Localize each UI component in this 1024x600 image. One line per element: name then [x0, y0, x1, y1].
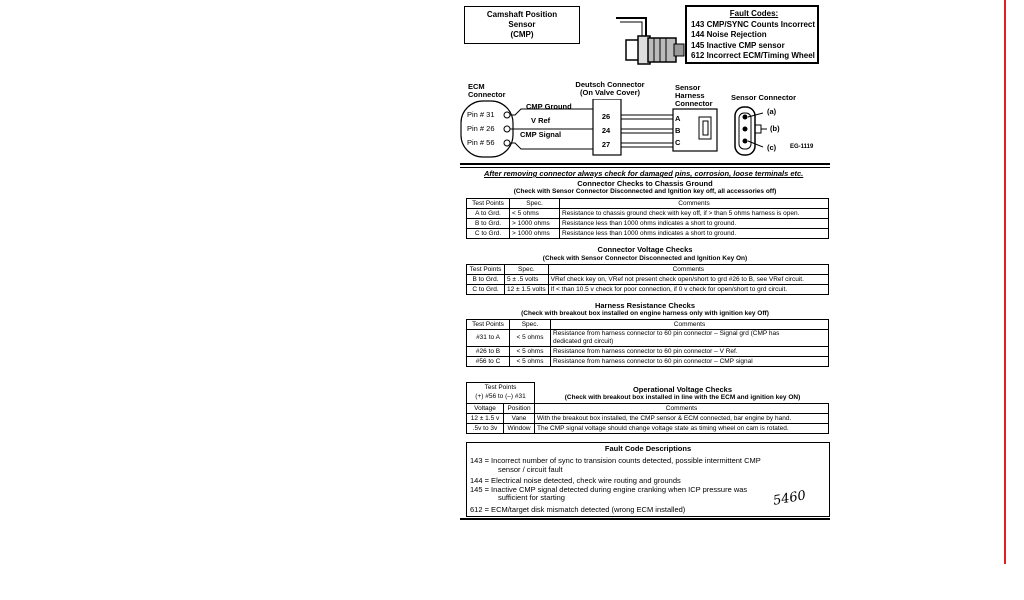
wiring-diagram: [459, 99, 839, 161]
sensor-pin-label: (c): [767, 143, 777, 152]
chassis-table: Test Points Spec. Comments A to Grd. < 5 ohms Resistance to chassis ground check with key off, if > than 5 ohms harness is open. B to Grd. > 1000 ohms Resistance less than 1000 ohms indicates a short to ground. C to Grd. > 1000 ohms Resistance less than 1000 ohms indicates a short to ground.: [466, 198, 829, 239]
list-item: 612 = ECM/target disk mismatch detected (wrong ECM installed): [470, 504, 686, 514]
ecm-pin: Pin # 31: [467, 110, 495, 119]
list-item: 145 = Inactive CMP signal detected during engine cranking when ICP pressure was: [470, 484, 748, 494]
descriptions-title: Fault Code Descriptions: [604, 444, 692, 453]
table-row: 12 ± 1.5 v Vane With the breakout box installed, the CMP sensor & ECM connected, bar engine by hand.: [467, 414, 829, 424]
voltage-title: Connector Voltage Checks: [597, 245, 693, 254]
figure-ref: EG-1119: [790, 144, 814, 150]
harness-title: Harness Resistance Checks: [594, 301, 696, 310]
sensor-title-box: [464, 6, 580, 44]
table-row: C to Grd. 12 ± 1.5 volts If < than 10.5 v check for poor connection, if 0 v check for open/short to grd circuit.: [467, 285, 829, 295]
list-item: 143 = Incorrect number of sync to transision counts detected, possible intermittent CMP: [470, 456, 761, 465]
chassis-subtitle: (Check with Sensor Connector Disconnected and Ignition key off, all accessories off): [513, 188, 777, 195]
page-mark: 5460: [771, 488, 808, 509]
table-row: #26 to B < 5 ohms Resistance from harness connector to 60 pin connector – V Ref.: [467, 347, 829, 357]
fault-codes-box: [685, 5, 819, 64]
sensor-pin-label: (a): [767, 107, 777, 116]
voltage-subtitle: (Check with Sensor Connector Disconnected and Ignition Key On): [542, 255, 748, 262]
fault-code-item: 145 Inactive CMP sensor: [691, 40, 785, 50]
sensor-title-line3: (CMP): [510, 30, 534, 39]
table-row: B to Grd. 5 ± .5 volts VRef check key on, VRef not present check open/short to grd #26 to B, see VRef circuit.: [467, 275, 829, 285]
fault-codes-header: Fault Codes:: [729, 9, 779, 18]
chassis-title: Connector Checks to Chassis Ground: [577, 179, 713, 188]
sensor-title-line2: Sensor: [508, 20, 536, 29]
table-row: .5v to 3v Window The CMP signal voltage should change voltage state as timing wheel on cam is rotated.: [467, 424, 829, 434]
ecm-pin-list: [467, 108, 495, 150]
harness-connector-label: Sensor Harness Connector: [675, 83, 713, 108]
voltage-table: Test Points Spec. Comments B to Grd. 5 ± .5 volts VRef check key on, VRef not present check open/short to grd #26 to B, see VRef circuit. C to Grd. 12 ± 1.5 volts If < than 10.5 v check for poor connection, if 0 v check for open/short to grd circuit.: [466, 264, 829, 295]
sensor-pin-label: (b): [770, 124, 780, 133]
sensor-connector-label: Sensor Connector: [731, 93, 797, 102]
fault-descriptions-box: [466, 442, 830, 517]
list-item: sufficient for starting: [498, 493, 565, 502]
wire-label: CMP Signal: [520, 130, 562, 139]
table-row: B to Grd. > 1000 ohms Resistance less than 1000 ohms indicates a short to ground.: [467, 219, 829, 229]
table-row: C to Grd. > 1000 ohms Resistance less than 1000 ohms indicates a short to ground.: [467, 229, 829, 239]
wire-label: CMP Ground: [526, 102, 572, 111]
list-item: 144 = Electrical noise detected, check wire routing and grounds: [470, 476, 681, 485]
harness-table: Test Points Spec. Comments #31 to A < 5 ohms Resistance from harness connector to 60 pin connector – Signal grd (CMP has dedicated grd circuit) #26 to B < 5 ohms Resistance from harness connector to 60 pin connector – V Ref. #56 to C < 5 ohms Resistance from harness connector to 60 pin connector – CMP signal: [466, 319, 829, 367]
table-row: #56 to C < 5 ohms Resistance from harness connector to 60 pin connector – CMP signal: [467, 357, 829, 367]
deutsch-pins: 26 24 27: [601, 112, 611, 149]
warning-text: After removing connector always check for damaged pins, corrosion, loose terminals etc.: [484, 169, 804, 178]
operational-table: Voltage Position Comments 12 ± 1.5 v Vane With the breakout box installed, the CMP sensor & ECM connected, bar engine by hand. .5v to 3v Window The CMP signal voltage should change voltage state as timing wheel on cam is rotated.: [466, 403, 829, 434]
fault-code-item: 612 Incorrect ECM/Timing Wheel: [691, 51, 815, 60]
operational-test-points: Test Points (+) #56 to (–) #31: [466, 382, 535, 404]
ecm-pin: Pin # 26: [467, 124, 495, 133]
deutsch-connector-label: Deutsch Connector (On Valve Cover): [575, 80, 645, 97]
ecm-pin: Pin # 56: [467, 138, 495, 147]
harness-pins: A B C: [675, 114, 681, 147]
descriptions-list: [470, 457, 825, 514]
ecm-connector-label: ECM Connector: [468, 82, 506, 99]
operational-title: Operational Voltage Checks: [632, 385, 733, 394]
page-margin-marker: [1004, 0, 1006, 564]
fault-code-item: 143 CMP/SYNC Counts Incorrect: [691, 19, 816, 29]
table-row: A to Grd. < 5 ohms Resistance to chassis ground check with key off, if > than 5 ohms harness is open.: [467, 209, 829, 219]
cmp-sensor-illustration: [612, 12, 687, 72]
sensor-title-line1: Camshaft Position: [486, 10, 558, 19]
list-item: sensor / circuit fault: [498, 464, 563, 474]
table-row: #31 to A < 5 ohms Resistance from harness connector to 60 pin connector – Signal grd (CMP has dedicated grd circuit): [467, 330, 829, 347]
wire-label: V Ref: [531, 116, 551, 125]
harness-subtitle: (Check with breakout box installed on engine harness only with ignition key Off): [521, 310, 769, 317]
fault-code-item: 144 Noise Rejection: [691, 30, 767, 39]
operational-subtitle: (Check with breakout box installed in line with the ECM and ignition key ON): [564, 394, 801, 401]
